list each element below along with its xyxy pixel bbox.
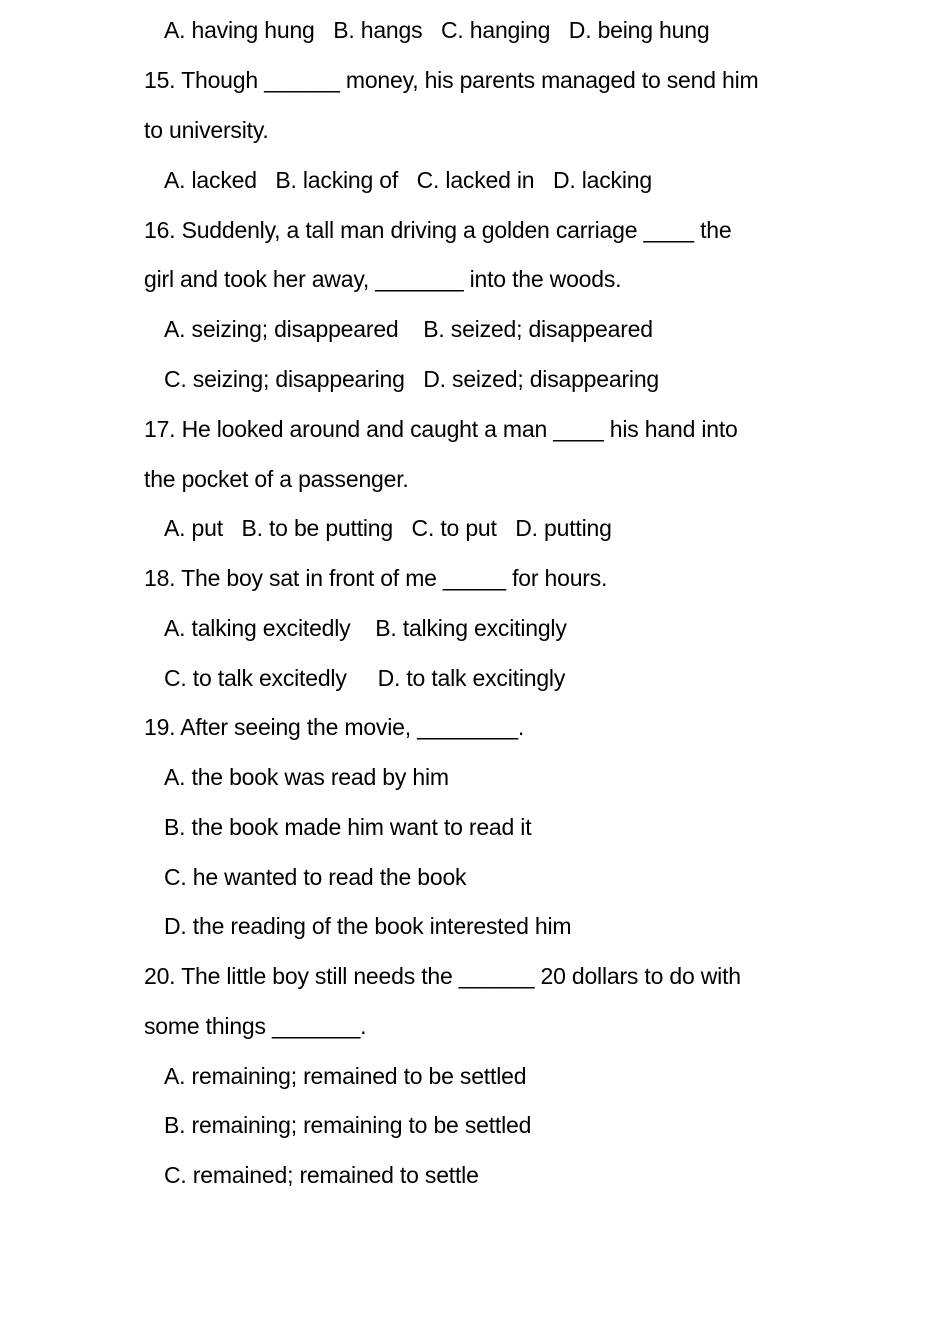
q14-options-line: A. having hung B. hangs C. hanging D. being hung [164,17,710,43]
q18-stem-line: 18. The boy sat in front of me _____ for hours. [144,565,608,591]
q17-stem-line-2: the pocket of a passenger. [144,466,409,492]
q19-option-c: C. he wanted to read the book [164,864,467,890]
q17-options-line: A. put B. to be putting C. to put D. putting [164,515,612,541]
q16-options-line-1: A. seizing; disappeared B. seized; disappeared [164,316,653,342]
q20-stem-line-1: 20. The little boy still needs the ______ 20 dollars to do with [144,963,741,989]
q20-option-b: B. remaining; remaining to be settled [164,1112,532,1138]
q20-option-c: C. remained; remained to settle [164,1162,479,1188]
q15-stem-line-2: to university. [144,117,269,143]
q19-stem-line: 19. After seeing the movie, ________. [144,714,525,740]
q19-option-a: A. the book was read by him [164,764,449,790]
q17-stem-line-1: 17. He looked around and caught a man ____ his hand into [144,416,738,442]
q16-stem-line-2: girl and took her away, _______ into the woods. [144,266,622,292]
q15-stem-line-1: 15. Though ______ money, his parents managed to send him [144,67,759,93]
q19-option-b: B. the book made him want to read it [164,814,532,840]
q15-options-line: A. lacked B. lacking of C. lacked in D. lacking [164,167,652,193]
q19-option-d: D. the reading of the book interested him [164,913,572,939]
q16-stem-line-1: 16. Suddenly, a tall man driving a golden carriage ____ the [144,217,732,243]
q18-options-line-1: A. talking excitedly B. talking excitingly [164,615,567,641]
q16-options-line-2: C. seizing; disappearing D. seized; disappearing [164,366,660,392]
q18-options-line-2: C. to talk excitedly D. to talk excitingly [164,665,566,691]
q20-stem-line-2: some things _______. [144,1013,367,1039]
q20-option-a: A. remaining; remained to be settled [164,1063,527,1089]
